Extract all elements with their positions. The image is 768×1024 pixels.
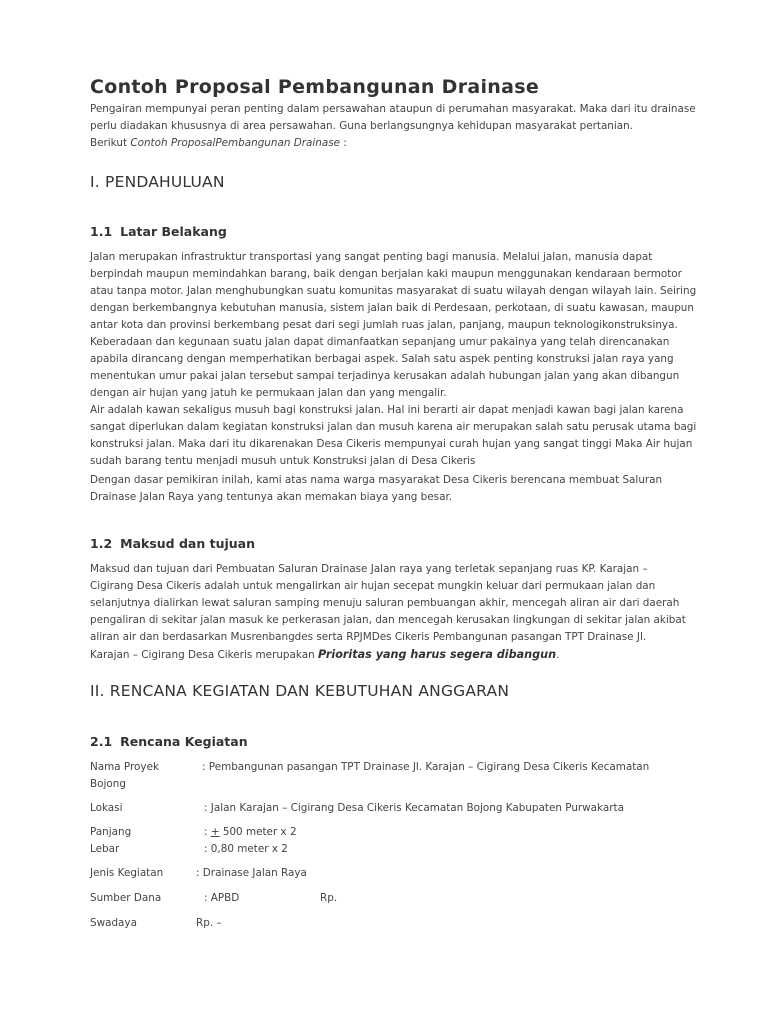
text-line: Keberadaan dan kegunaan suatu jalan dapat dimanfaatkan sepanjang umur pakainya yang telah direncanakan [90, 336, 670, 348]
text-line: Karajan – Cigirang Desa Cikeris merupakan Prioritas yang harus segera dibangun. [90, 648, 560, 661]
subsection-heading-maksud-tujuan: 1.2 Maksud dan tujuan [90, 536, 256, 551]
intro-line: Berikut Contoh ProposalPembangunan Drainase : [90, 137, 347, 149]
text-line: sudah barang tentu menjadi musuh untuk Konstruksi jalan di Desa Cikeris [90, 455, 476, 467]
latar-belakang-paragraph [90, 249, 697, 470]
field-label: Jenis Kegiatan [90, 867, 164, 879]
priority-emphasis: Prioritas yang harus segera dibangun [318, 648, 557, 661]
text-line: berpindah maupun memindahkan barang, baik dengan berjalan kaki maupun menggunakan kendaraan bermotor [90, 268, 682, 280]
page-title: Contoh Proposal Pembangunan Drainase [90, 76, 540, 98]
subsection-heading-rencana-kegiatan: 2.1 Rencana Kegiatan [90, 734, 248, 749]
field-label: Panjang [90, 826, 132, 838]
intro-line: perlu diadakan khususnya di area persawahan. Guna berlangsungnya kehidupan masyarakat pertanian. [90, 120, 634, 132]
field-label: Lokasi [90, 802, 123, 814]
field-value: : Jalan Karajan – Cigirang Desa Cikeris Kecamatan Bojong Kabupaten Purwakarta [204, 802, 624, 814]
maksud-tujuan-paragraph [90, 561, 686, 664]
text-line: Maksud dan tujuan dari Pembuatan Saluran Drainase Jalan raya yang terletak sepanjang ruas KP. Karajan – [90, 563, 648, 575]
text-line: selanjutnya dialirkan lewat saluran samping menuju saluran pembuangan akhir, mencegah aliran air dari daerah [90, 597, 680, 609]
field-value: Bojong [90, 778, 126, 790]
text-line: Drainase Jalan Raya yang tentunya akan memakan biaya yang besar. [90, 491, 453, 503]
text-line: atau tanpa motor. Jalan menghubungkan suatu komunitas masyarakat di suatu wilayah dengan wilayah lain. Seiring [90, 285, 697, 297]
text-line: konstruksi jalan. Maka dari itu dikarenakan Desa Cikeris mempunyai curah hujan yang sangat tinggi Maka Air hujan [90, 438, 693, 450]
field-currency: Rp. [320, 892, 338, 904]
field-value: : APBD [204, 892, 240, 904]
field-label: Sumber Dana [90, 892, 162, 904]
text-line: Dengan dasar pemikiran inilah, kami atas nama warga masyarakat Desa Cikeris berencana membuat Saluran [90, 474, 663, 486]
text-line: Jalan merupakan infrastruktur transportasi yang sangat penting bagi manusia. Melalui jalan, manusia dapat [90, 251, 653, 263]
subsection-heading-latar-belakang: 1.1 Latar Belakang [90, 224, 227, 239]
text-line: Air adalah kawan sekaligus musuh bagi konstruksi jalan. Hal ini berarti air dapat menjadi kawan bagi jalan karena [90, 404, 684, 416]
text-line: Cigirang Desa Cikeris adalah untuk mengalirkan air hujan secepat mungkin keluar dari permukaan jalan dan [90, 580, 656, 592]
intro-paragraph [90, 101, 696, 152]
field-value: : Drainase Jalan Raya [196, 867, 307, 879]
section-heading-rencana: II. RENCANA KEGIATAN DAN KEBUTUHAN ANGGARAN [90, 682, 510, 700]
field-value: : 0,80 meter x 2 [204, 843, 288, 855]
field-label: Lebar [90, 843, 120, 855]
field-value: : + 500 meter x 2 [204, 826, 297, 838]
text-line: aliran air dan berdasarkan Musrenbangdes serta RPJMDes Cikeris Pembangunan pasangan TPT Drainase Jl. [90, 631, 647, 643]
text-line: antar kota dan provinsi berkembang pesat dari segi jumlah ruas jalan, panjang, maupun teknologikonstruksinya. [90, 319, 678, 331]
text-line: menentukan umur pakai jalan tersebut sampai terjadinya kerusakan adalah hubungan jalan yang akan dibangun [90, 370, 680, 382]
text-line: apabila dirancang dengan memperhatikan berbagai aspek. Salah satu aspek penting konstruksi jalan raya yang [90, 353, 674, 365]
text-line: dengan berkembangnya kebutuhan manusia, sistem jalan baik di Perdesaan, perkotaan, di suatu kawasan, maupun [90, 302, 694, 314]
dasar-pemikiran-paragraph [90, 472, 680, 506]
field-value: : Pembangunan pasangan TPT Drainase Jl. Karajan – Cigirang Desa Cikeris Kecamatan [202, 761, 650, 773]
field-value: Rp. – [196, 917, 222, 929]
field-label: Swadaya [90, 917, 137, 929]
text-line: dengan air hujan yang jatuh ke permukaan jalan dan yang mengalir. [90, 387, 447, 399]
intro-line: Pengairan mempunyai peran penting dalam persawahan ataupun di perumahan masyarakat. Maka dari itu drainase [90, 103, 696, 115]
text-line: sangat diperlukan dalam kegiatan konstruksi jalan dan musuh karena air merupakan salah satu perusak utama bagi [90, 421, 697, 433]
section-heading-pendahuluan: I. PENDAHULUAN [90, 173, 225, 191]
intro-italic: Contoh ProposalPembangunan Drainase [130, 137, 341, 149]
field-label: Nama Proyek [90, 761, 159, 773]
text-line: pengaliran di sekitar jalan masuk ke perkerasan jalan, dan mencegah kerusakan lingkungan di sekitar jalan akibat [90, 614, 686, 626]
